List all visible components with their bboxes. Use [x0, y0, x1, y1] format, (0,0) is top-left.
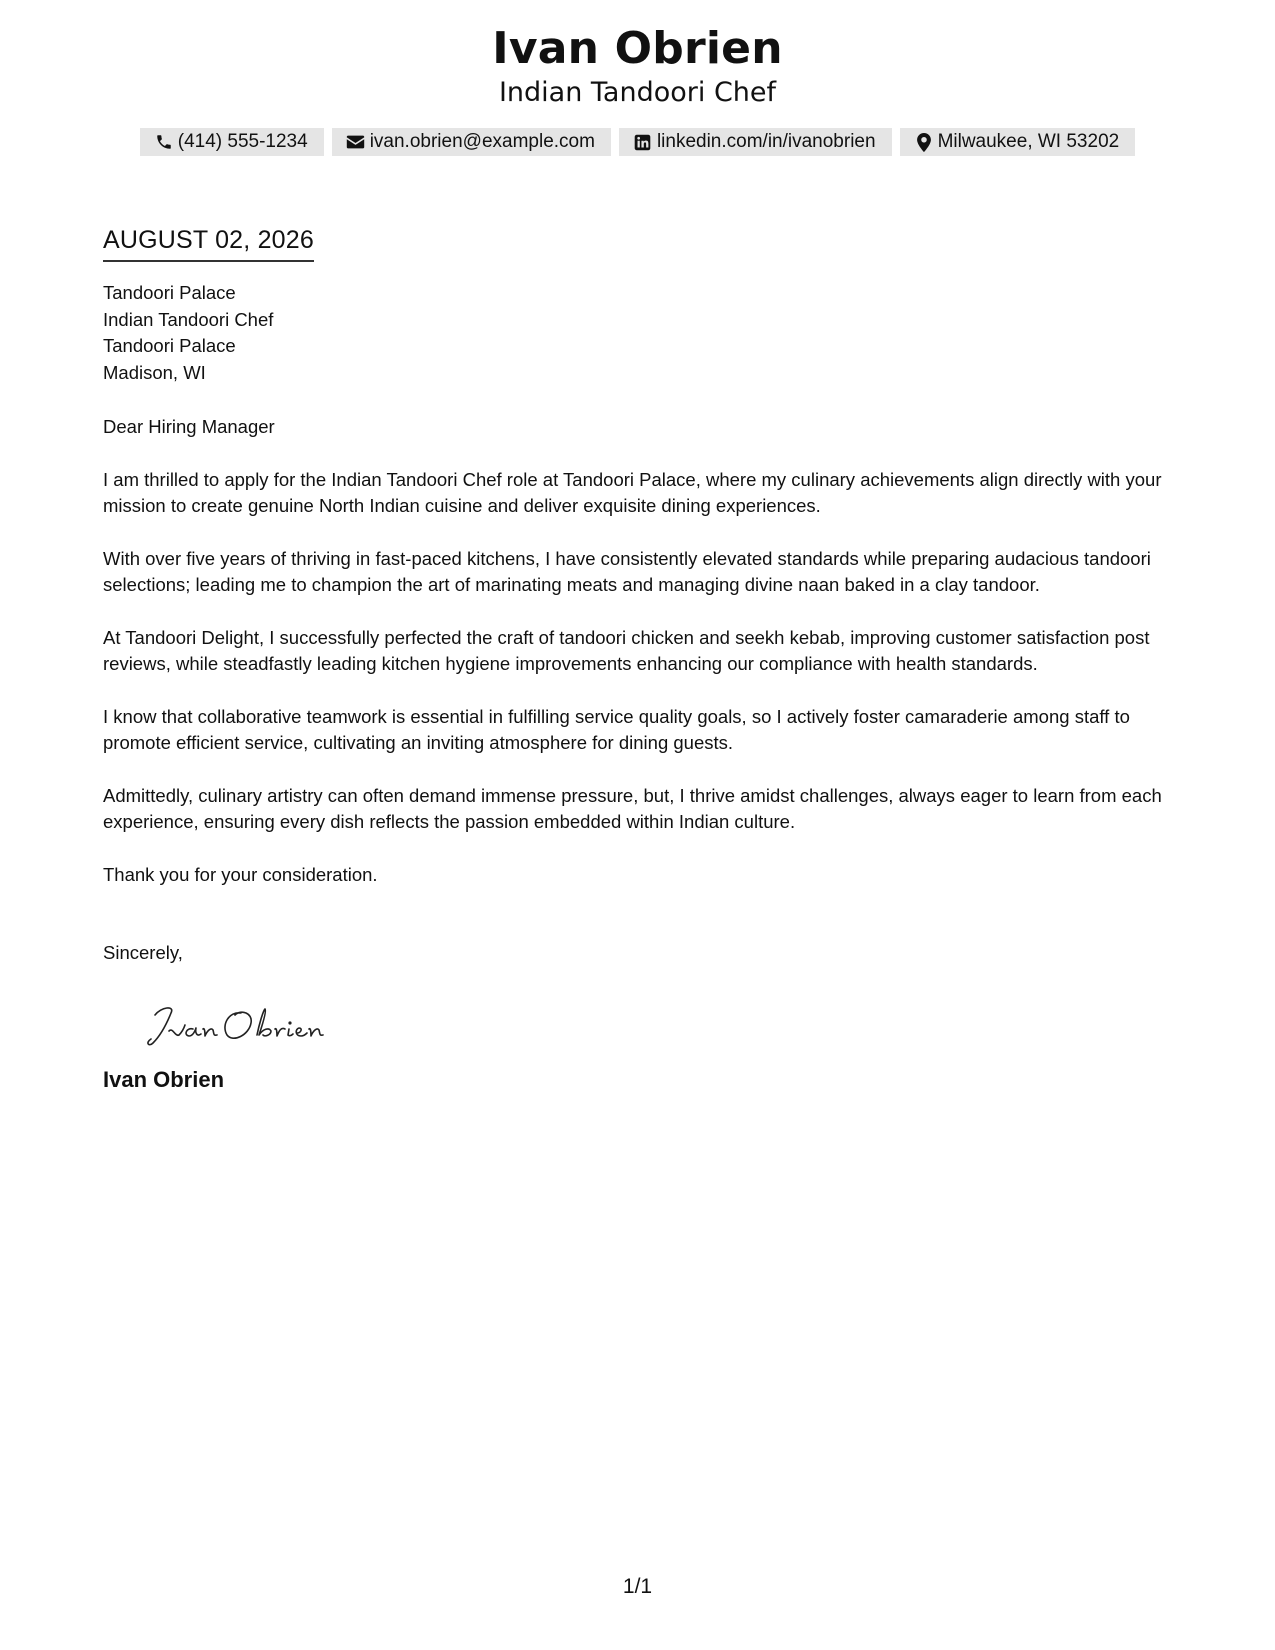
linkedin-icon — [633, 132, 653, 152]
map-pin-icon — [914, 132, 934, 152]
closing: Sincerely, — [103, 942, 183, 963]
body-paragraph: With over five years of thriving in fast-paced kitchens, I have consistently elevated standards while preparing audacious tandoori selections; leading me to champion the art of marinating meats and managing divine naan baked in a clay tandoor. — [103, 547, 1151, 595]
contact-location-text: Milwaukee, WI 53202 — [937, 131, 1120, 152]
thank-you-line: Thank you for your consideration. — [103, 863, 378, 885]
body-paragraph: At Tandoori Delight, I successfully perfected the craft of tandoori chicken and seekh kebab, improving customer satisfaction post reviews, while steadfastly leading kitchen hygiene improvements enhancing our compliance with health standards. — [103, 626, 1150, 674]
handwritten-signature — [141, 995, 341, 1055]
applicant-name: Ivan Obrien — [492, 23, 783, 74]
contact-phone-text: (414) 555-1234 — [177, 131, 308, 152]
signer-name: Ivan Obrien — [103, 1066, 225, 1092]
contact-linkedin-text: linkedin.com/in/ivanobrien — [656, 131, 876, 152]
recipient-line: Tandoori Palace — [103, 282, 236, 303]
contact-bar — [0, 128, 1275, 156]
salutation: Dear Hiring Manager — [103, 416, 275, 437]
applicant-title: Indian Tandoori Chef — [498, 77, 777, 108]
letter-date: AUGUST 02, 2026 — [103, 222, 314, 262]
envelope-icon — [346, 132, 366, 152]
contact-email[interactable] — [332, 128, 611, 156]
body-paragraph: I am thrilled to apply for the Indian Tandoori Chef role at Tandoori Palace, where my culinary achievements align directly with your mission to create genuine North Indian cuisine and deliver exquisite dining experiences. — [103, 468, 1162, 516]
recipient-line: Tandoori Palace — [103, 335, 236, 356]
recipient-block — [103, 280, 1173, 386]
contact-location — [900, 128, 1136, 156]
recipient-line: Madison, WI — [103, 361, 206, 383]
body-paragraph: I know that collaborative teamwork is essential in fulfilling service quality goals, so I actively foster camaraderie among staff to promote efficient service, cultivating an inviting atmosphere for dining guests. — [103, 705, 1130, 753]
letter-body — [103, 222, 1173, 1095]
letter-header — [0, 22, 1275, 156]
page-number: 1/1 — [622, 1575, 653, 1598]
body-paragraph: Admittedly, culinary artistry can often demand immense pressure, but, I thrive amidst challenges, always eager to learn from each experience, ensuring every dish reflects the passion embedded within Indian culture. — [103, 784, 1162, 832]
contact-email-text: ivan.obrien@example.com — [369, 131, 595, 152]
contact-phone — [140, 128, 324, 156]
contact-linkedin[interactable] — [619, 128, 892, 156]
phone-icon — [154, 132, 174, 152]
recipient-line: Indian Tandoori Chef — [103, 308, 274, 330]
